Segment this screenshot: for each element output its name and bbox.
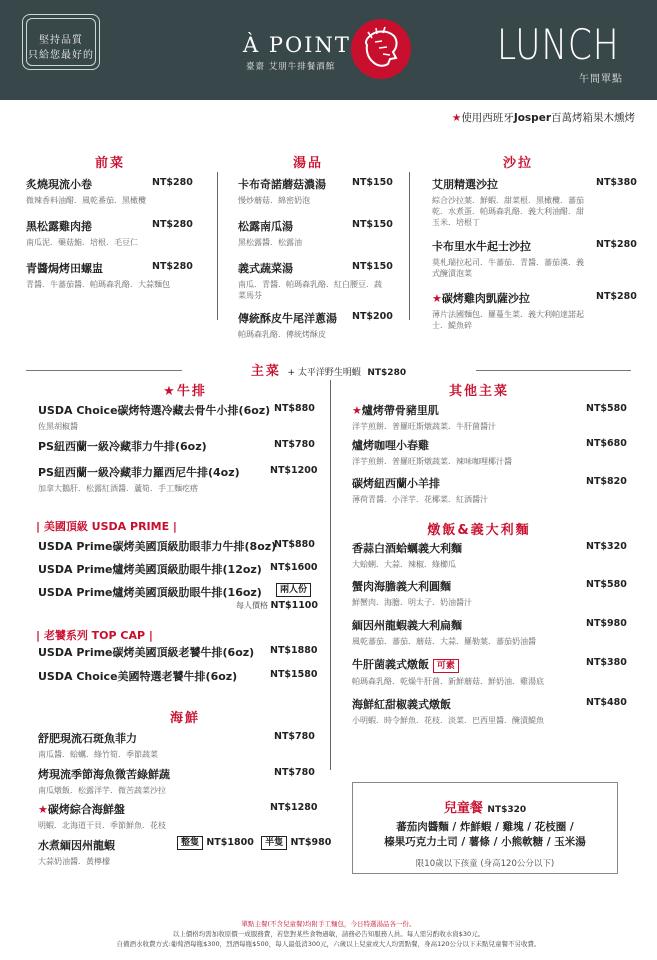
menu-item: 蟹肉海膽義大利圓麵 NT$580 鮮蟹肉．海膽．明太子．奶油醬汁 bbox=[352, 579, 627, 607]
salads-heading: 沙拉 bbox=[502, 156, 533, 171]
risotto-heading: 燉飯&義大利麵 bbox=[427, 523, 531, 538]
star-icon: ★ bbox=[432, 292, 442, 305]
lion-logo-icon bbox=[350, 18, 412, 80]
footer-note-1: 單點主餐(不含兒童餐)均附手工麵包，今日特選湯品各一份。 bbox=[241, 920, 416, 928]
menu-item: ★爐烤帶骨豬里肌 NT$580 洋芋煎餅．普羅旺斯燉蔬菜．牛肝菌醬汁 bbox=[352, 403, 627, 431]
menu-item: 松露南瓜湯 NT$150 黑松露醬．松露油 bbox=[238, 219, 393, 247]
menu-item: ★碳烤綜合海鮮盤 NT$1280 明蝦．北海道干貝．季節鮮魚．花枝 bbox=[38, 802, 318, 830]
menu-item: USDA Prime碳烤美國頂級老饕牛排(6oz) NT$1880 bbox=[38, 645, 318, 659]
menu-item: PS紐西蘭一級冷藏菲力牛排(6oz) NT$780 bbox=[38, 439, 315, 453]
menu-item: 緬因州龍蝦義大利扁麵 NT$980 風乾蕃茄．蕃茄．蘑菇．大蒜．羅勒葉．蕃茄奶油醬 bbox=[352, 618, 627, 646]
badge-line2: 只給您最好的 bbox=[28, 50, 94, 61]
menu-item: 香蒜白酒蛤蠣義大利麵 NT$320 大蛤蜊．大蒜．辣椒．綠櫛瓜 bbox=[352, 541, 627, 569]
menu-item: 舒肥現流石斑魚菲力 NT$780 南瓜醬．蛤蠣．綠竹筍．季節蔬菜 bbox=[38, 731, 315, 759]
mains-heading: 主菜 + 太平洋野生明蝦 NT$280 bbox=[250, 364, 407, 379]
quality-badge bbox=[22, 14, 100, 70]
menu-item: ★碳烤雞肉凱薩沙拉 NT$280 薄片法國麵包．羅蔓生菜．義大利帕達諾起士．鯷魚碎 bbox=[432, 291, 637, 330]
menu-item: 卡布里水牛起士沙拉 NT$280 莫札瑞拉起司．牛蕃茄．青醬．蕃茄漢．義式醃漬泡菜 bbox=[432, 239, 637, 278]
portion-tag: 整隻 bbox=[177, 836, 203, 850]
portion-tag: 兩人份 bbox=[276, 583, 311, 597]
menu-item: USDA Prime碳烤美國頂級肋眼菲力牛排(8oz) NT$880 bbox=[38, 539, 315, 553]
menu-title: LUNCH bbox=[497, 20, 620, 69]
menu-item: USDA Choice美國特選老饕牛排(6oz) NT$1580 bbox=[38, 669, 318, 683]
divider-horizontal bbox=[26, 370, 182, 371]
badge-line1: 堅持品質 bbox=[39, 35, 83, 46]
menu-item: 碳烤紐西蘭小羊排 NT$820 薄荷青醬．小洋芋．花椰菜．紅酒醬汁 bbox=[352, 476, 627, 504]
menu-item: USDA Prime爐烤美國頂級肋眼牛排(12oz) NT$1600 bbox=[38, 562, 318, 576]
menu-item: 水煮緬因州龍蝦 整隻 NT$1800 半隻 NT$980 大蒜奶油醬．黃檸檬 bbox=[38, 837, 332, 866]
footer-note-3: 自備酒水收費方式:葡萄酒每瓶$300，烈酒每瓶$500，每人最低消300元，六歲以上兒童或大人均需點餐，身高120公分以下未點兒童餐不另收費。 bbox=[116, 940, 541, 948]
kids-note: 限10歲以下孩童 (身高120公分以下) bbox=[415, 859, 555, 869]
kids-options-line2: 榛果巧克力土司 / 薯條 / 小熊軟糖 / 玉米湯 bbox=[384, 836, 586, 848]
menu-item: 烤現流季節海魚微苦綠鮮蔬 NT$780 南瓜燉飯．松露洋芋．微苦蔬菜沙拉 bbox=[38, 767, 315, 795]
soups-heading: 湯品 bbox=[292, 156, 323, 171]
star-icon: ★ bbox=[163, 384, 177, 399]
divider-vertical bbox=[217, 172, 218, 320]
brand-name: À POINT bbox=[243, 33, 351, 57]
menu-item: 爐烤咖哩小春雞 NT$680 洋芋煎餅．普羅旺斯燉蔬菜．辣味咖哩椰汁醬 bbox=[352, 438, 627, 466]
footer-note-2: 以上價格均需加收原價一成服務費，若您對某些食物過敏，請務必告知服務人員。每人需另酌收水資$30元。 bbox=[172, 930, 485, 938]
menu-subtitle: 午間單點 bbox=[579, 74, 623, 85]
prime-heading: | 美國頂級 USDA PRIME | bbox=[36, 520, 177, 533]
portion-tag: 半隻 bbox=[261, 836, 287, 850]
kids-options-line1: 蕃茄肉醬麵 / 炸鮮蝦 / 雞塊 / 花枝圈 / bbox=[396, 821, 574, 833]
menu-item: 傳統酥皮牛尾洋蔥湯 NT$200 帕瑪森乳酪．傳統烤酥皮 bbox=[238, 311, 393, 339]
menu-item: USDA Prime爐烤美國頂級肋眼牛排(16oz) 兩人份 每人價格 NT$1100 bbox=[38, 585, 319, 611]
menu-item: 黑松露雞肉捲 NT$280 南瓜泥．藥菇鮨．培根．毛豆仁 bbox=[26, 219, 193, 247]
star-icon: ★ bbox=[451, 112, 462, 124]
kids-menu-box bbox=[352, 782, 618, 874]
menu-item: USDA Choice碳烤特選冷藏去骨牛小排(6oz) NT$880 佐黑胡椒醬 bbox=[38, 403, 315, 431]
menu-item: 海鮮紅甜椒義式燉飯 NT$480 小明蝦．時令鮮魚．花枝．淡菜．巴西里醬．醃漬鯷魚 bbox=[352, 697, 627, 725]
vegetarian-tag: 可素 bbox=[433, 659, 459, 673]
steak-heading: ★牛排 bbox=[163, 384, 207, 399]
menu-item: 卡布奇諾蘑菇濃湯 NT$150 慢炒蘑菇．綿密奶泡 bbox=[238, 177, 393, 205]
tagline: ★使用西班牙Josper百萬烤箱果木燻烤 bbox=[451, 112, 635, 124]
divider-horizontal bbox=[476, 370, 631, 371]
menu-item: PS紐西蘭一級冷藏菲力羅西尼牛排(4oz) NT$1200 加拿大鵝肝．松露紅酒醬．蘆筍．手工麵疙瘩 bbox=[38, 465, 318, 493]
menu-item: 義式蔬菜湯 NT$150 南瓜．青醬．帕瑪森乳酪．紅白腰豆．蔬菜馬芬 bbox=[238, 261, 393, 300]
seafood-heading: 海鮮 bbox=[169, 711, 200, 726]
divider-vertical bbox=[409, 172, 410, 320]
header-banner bbox=[0, 0, 657, 100]
other-mains-heading: 其他主菜 bbox=[448, 384, 509, 399]
menu-item: 青醬焗烤田螺盅 NT$280 青醬．牛蕃茄醬．帕瑪森乳酪．大蒜麵包 bbox=[26, 261, 193, 289]
menu-item: 牛肝菌義式燉飯 可素 NT$380 帕瑪森乳酪．乾燥牛肝菌．新鮮蘑菇．鮮奶油．雞湯底 bbox=[352, 657, 627, 686]
star-icon: ★ bbox=[38, 803, 48, 816]
brand-subtitle: 臺齋 艾朋牛排餐酒館 bbox=[246, 62, 336, 72]
appetizers-heading: 前菜 bbox=[94, 156, 125, 171]
menu-item: 艾朋精選沙拉 NT$380 綜合沙拉葉．鮮蝦．甜菜根．黑橄欖．蕃茄乾．水煮蛋．帕瑪森乳酪．義大利油醋．甜玉米．培根丁 bbox=[432, 177, 637, 227]
star-icon: ★ bbox=[352, 404, 362, 417]
topcap-heading: | 老饕系列 TOP CAP | bbox=[36, 629, 153, 642]
menu-item: 炙燒現流小卷 NT$280 微辣香料油醋．風乾番茄．黑橄欖 bbox=[26, 177, 193, 205]
kids-heading: 兒童餐 NT$320 bbox=[443, 801, 527, 816]
divider-vertical bbox=[330, 380, 331, 770]
